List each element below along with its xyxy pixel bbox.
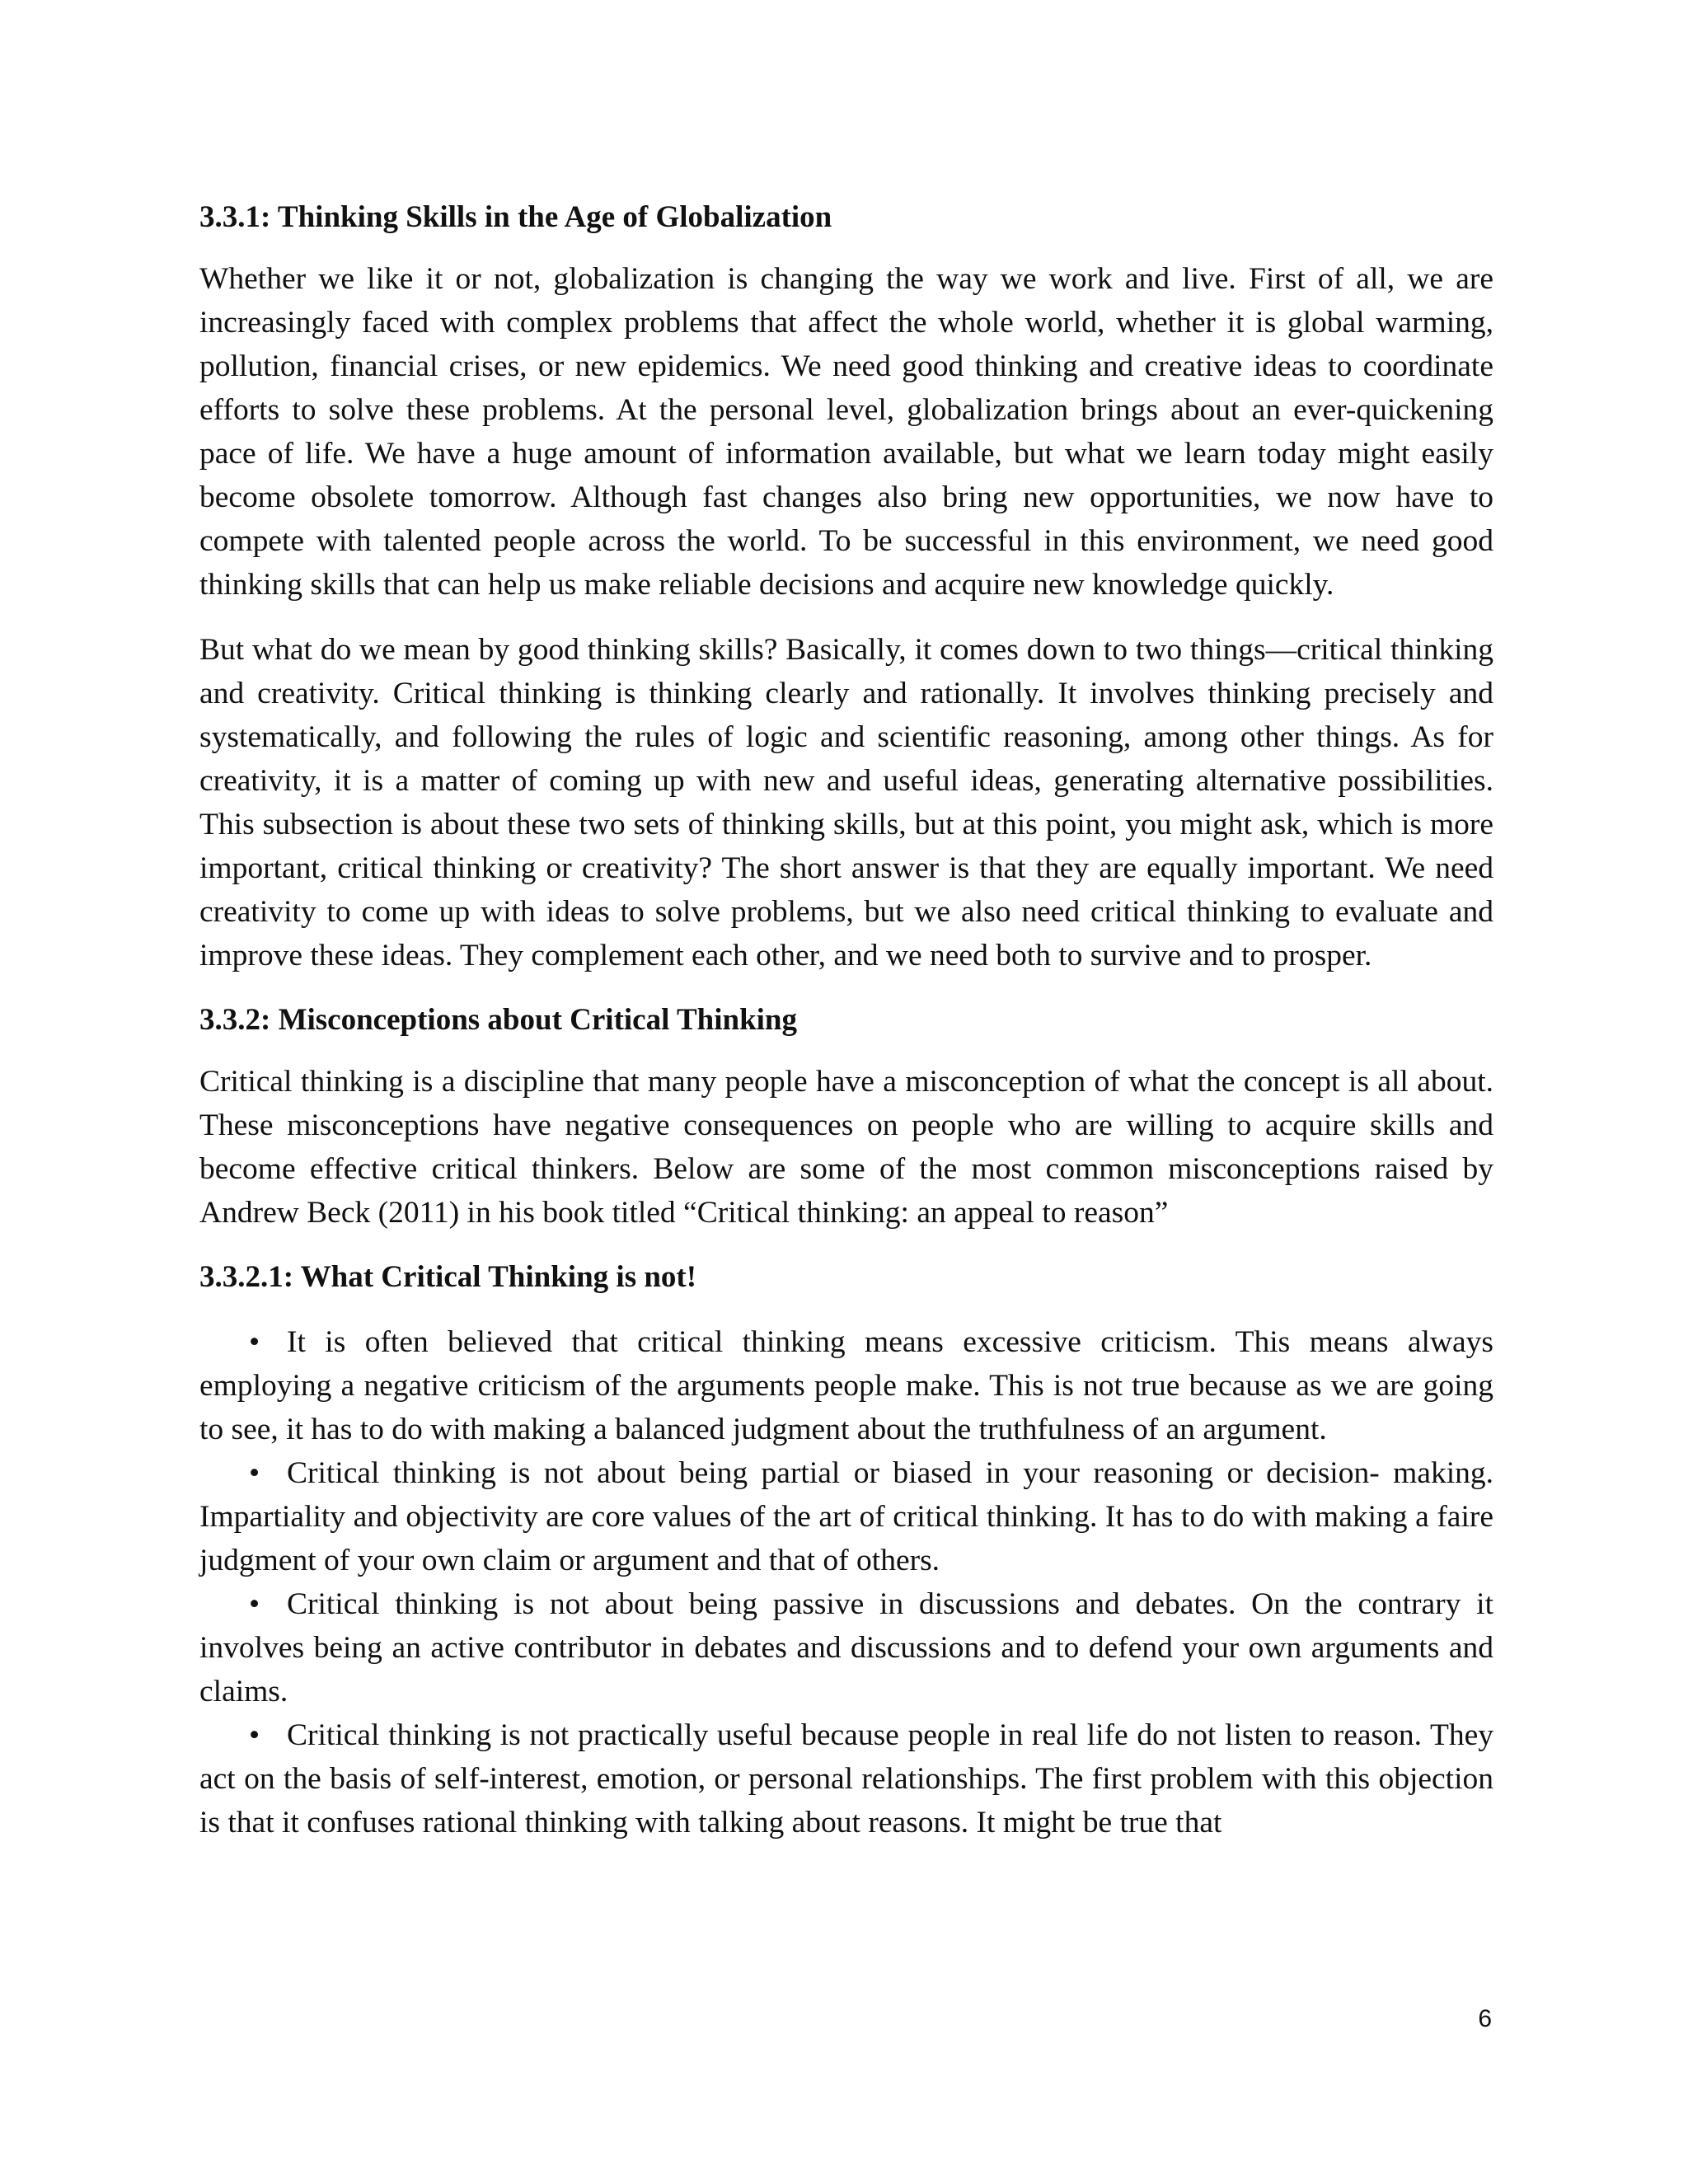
paragraph-globalization: Whether we like it or not, globalization is changing the way we work and live. First of all, we are increasingly faced with complex problems that affect the whole world, whether it is global warming, pollution, financial crises, or new epidemics. We need good thinking and creative ideas to coordinate efforts to solve these problems. At the personal level, globalization brings about an ever-quickening pace of life. We have a huge amount of information available, but what we learn today might easily become obsolete tomorrow. Although fast changes also bring new opportunities, we now have to compete with talented people across the world. To be successful in this environment, we need good thinking skills that can help us make reliable decisions and acquire new knowledge quickly.	[199, 262, 1493, 602]
paragraph-misconceptions: Critical thinking is a discipline that many people have a misconception of what the concept is all about. These misconceptions have negative consequences on people who are willing to acquire skills and become effective critical thinkers. Below are some of the most common misconceptions raised by Andrew Beck (2011) in his book titled “Critical thinking: an appeal to reason”	[199, 1065, 1493, 1230]
section-heading-thinking-skills: 3.3.1: Thinking Skills in the Age of Globalization	[199, 200, 832, 234]
list-item	[199, 1320, 1493, 1451]
page-number: 6	[1478, 2005, 1492, 2032]
section-heading-what-critical-thinking-is-not: 3.3.2.1: What Critical Thinking is not!	[199, 1260, 697, 1294]
list-item-text: Critical thinking is not about being partial or biased in your reasoning or decision- making. Impartiality and objectivity are core values of the art of critical thinking. It has to do with making a faire judgment of your own claim or argument and that of others.	[199, 1456, 1493, 1577]
list-item-text: Critical thinking is not practically useful because people in real life do not listen to reason. They act on the basis of self-interest, emotion, or personal relationships. The first problem with this objection is that it confuses rational thinking with talking about reasons. It might be true that	[199, 1718, 1493, 1840]
section-heading-misconceptions: 3.3.2: Misconceptions about Critical Thinking	[199, 1003, 798, 1037]
bullet-icon: •	[249, 1456, 260, 1490]
list-item-text: It is often believed that critical thinking means excessive criticism. This means always employing a negative criticism of the arguments people make. This is not true because as we are going to see, it has to do with making a balanced judgment about the truthfulness of an argument.	[199, 1325, 1493, 1446]
document-page	[199, 196, 1493, 1844]
list-item	[199, 1713, 1493, 1844]
list-item	[199, 1582, 1493, 1713]
bullet-icon: •	[249, 1718, 260, 1752]
bullet-icon: •	[249, 1587, 260, 1621]
list-item-text: Critical thinking is not about being passive in discussions and debates. On the contrary it involves being an active contributor in debates and discussions and to defend your own arguments and claims.	[199, 1587, 1493, 1708]
misconception-list	[199, 1320, 1493, 1844]
paragraph-good-thinking-skills: But what do we mean by good thinking skills? Basically, it comes down to two things—critical thinking and creativity. Critical thinking is thinking clearly and rationally. It involves thinking precisely and systematically, and following the rules of logic and scientific reasoning, among other things. As for creativity, it is a matter of coming up with new and useful ideas, generating alternative possibilities. This subsection is about these two sets of thinking skills, but at this point, you might ask, which is more important, critical thinking or creativity? The short answer is that they are equally important. We need creativity to come up with ideas to solve problems, but we also need critical thinking to evaluate and improve these ideas. They complement each other, and we need both to survive and to prosper.	[199, 633, 1493, 972]
bullet-icon: •	[249, 1325, 260, 1359]
list-item	[199, 1451, 1493, 1582]
